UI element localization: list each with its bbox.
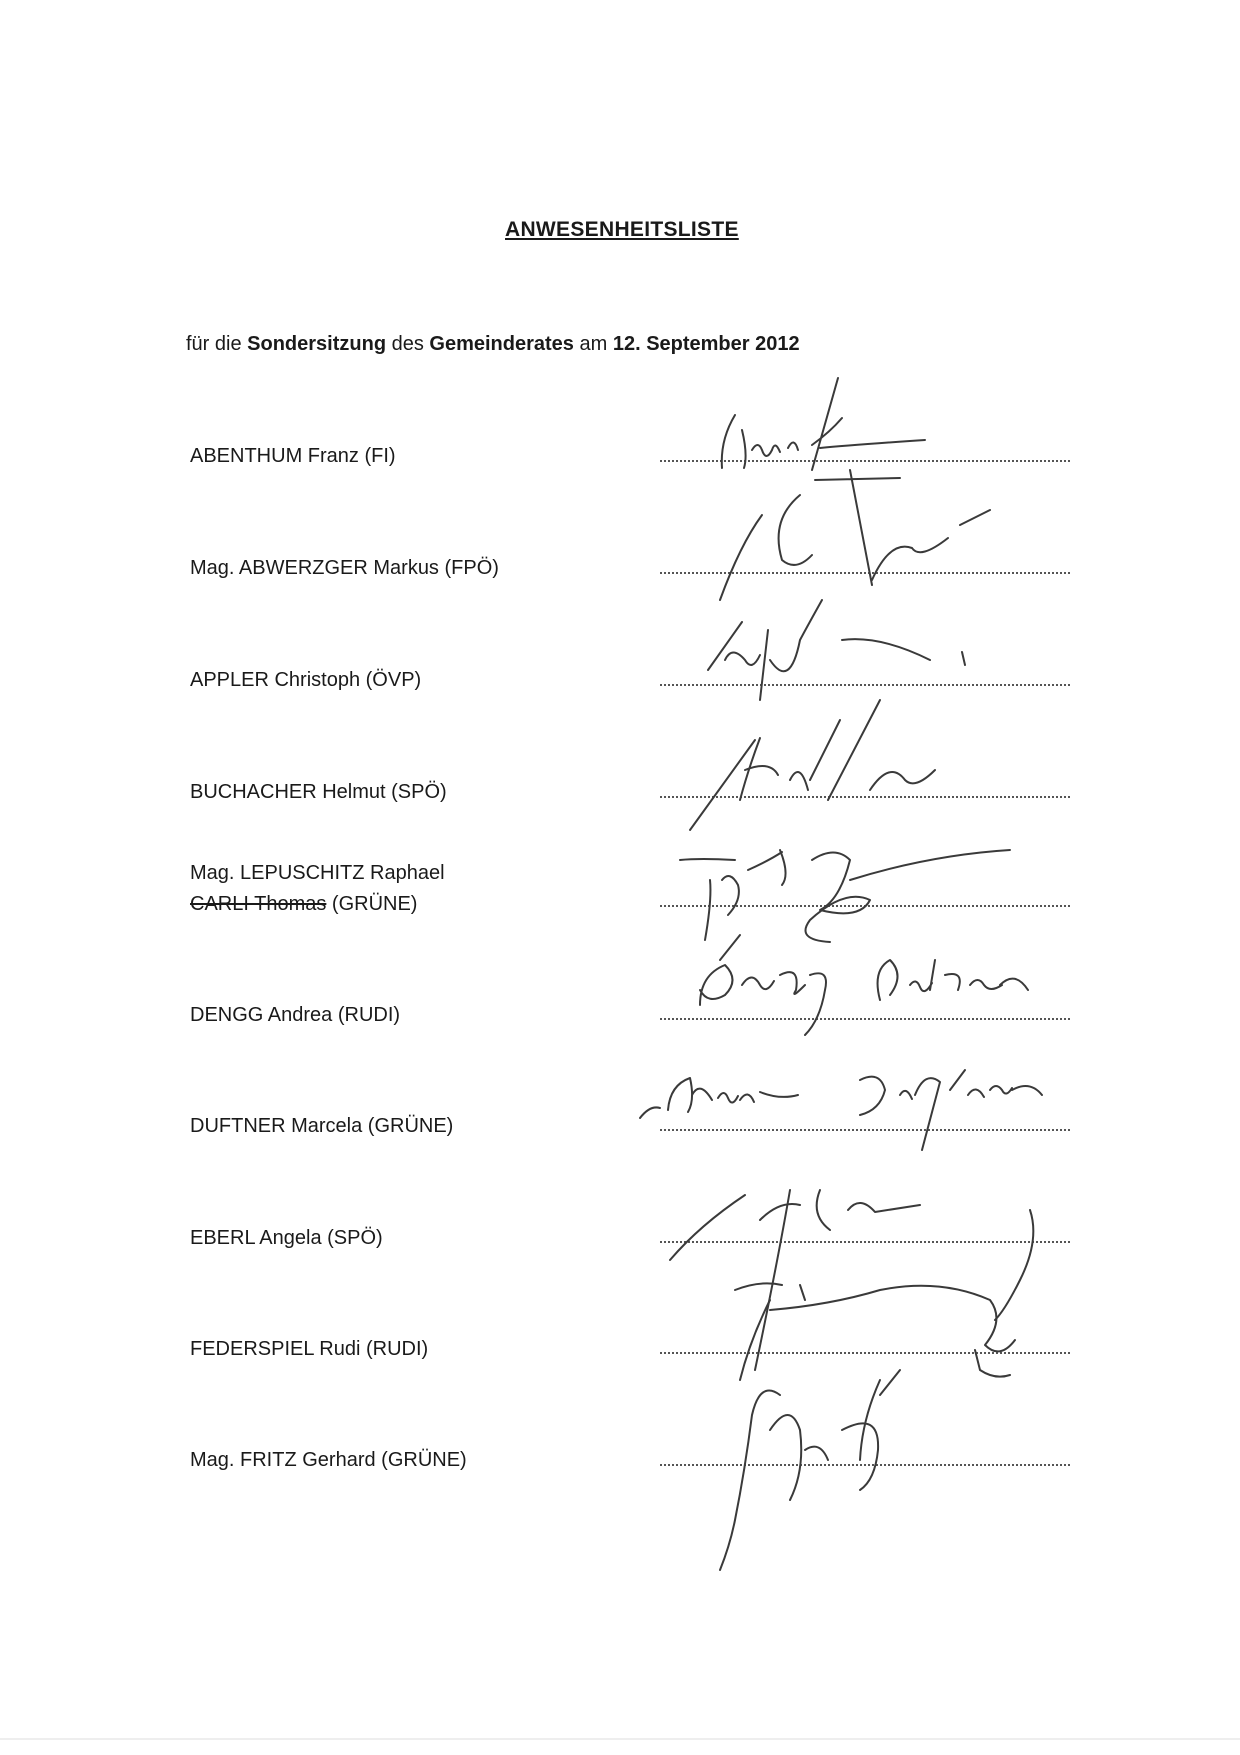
signature-line <box>660 1129 1070 1131</box>
signature-line <box>660 572 1070 574</box>
signature-line <box>660 460 1070 462</box>
attendee-name <box>190 858 445 920</box>
subtitle-body: Gemeinderates <box>429 333 574 355</box>
party-label: (GRÜNE) <box>326 893 418 915</box>
signature-line <box>660 796 1070 798</box>
signature-abwerzger <box>720 470 990 600</box>
signature-federspiel <box>735 1283 1015 1380</box>
document-title: ANWESENHEITSLISTE <box>505 218 739 241</box>
signature-abenthum <box>722 378 925 470</box>
attendee-name: EBERL Angela (SPÖ) <box>190 1227 383 1249</box>
subtitle-meeting-type: Sondersitzung <box>247 333 387 355</box>
attendee-name: DUFTNER Marcela (GRÜNE) <box>190 1115 454 1137</box>
document-subtitle <box>186 333 800 356</box>
page-edge <box>0 1738 1240 1740</box>
subtitle-text-3: am <box>573 333 613 355</box>
subtitle-date: 12. September 2012 <box>612 333 800 355</box>
signature-line <box>660 905 1070 907</box>
signature-line <box>660 1018 1070 1020</box>
signature-line <box>660 1241 1070 1243</box>
signature-dengg-andrea <box>700 935 1028 1035</box>
subtitle-text-1: für die <box>186 333 248 355</box>
signature-line <box>660 1352 1070 1354</box>
attendee-name: APPLER Christoph (ÖVP) <box>190 669 422 691</box>
attendee-name: BUCHACHER Helmut (SPÖ) <box>190 781 447 803</box>
signature-marcela-duftner <box>640 1070 1042 1150</box>
signature-eberl <box>670 1190 1033 1370</box>
attendee-name: ABENTHUM Franz (FI) <box>190 445 396 467</box>
subtitle-text-2: des <box>386 333 430 355</box>
struck-name: CARLI Thomas <box>190 893 327 915</box>
signature-line <box>660 684 1070 686</box>
attendee-name-line2 <box>190 889 445 920</box>
attendee-name: DENGG Andrea (RUDI) <box>190 1004 401 1026</box>
attendee-name: Mag. FRITZ Gerhard (GRÜNE) <box>190 1449 467 1471</box>
attendee-name: Mag. ABWERZGER Markus (FPÖ) <box>190 557 499 579</box>
attendee-name-line1: Mag. LEPUSCHITZ Raphael <box>190 862 445 884</box>
signature-line <box>660 1464 1070 1466</box>
signature-gerhard-fritz <box>720 1370 900 1570</box>
attendee-name: FEDERSPIEL Rudi (RUDI) <box>190 1338 429 1360</box>
signature-buchacher <box>690 700 935 830</box>
signature-lepuschitz <box>680 850 1010 942</box>
